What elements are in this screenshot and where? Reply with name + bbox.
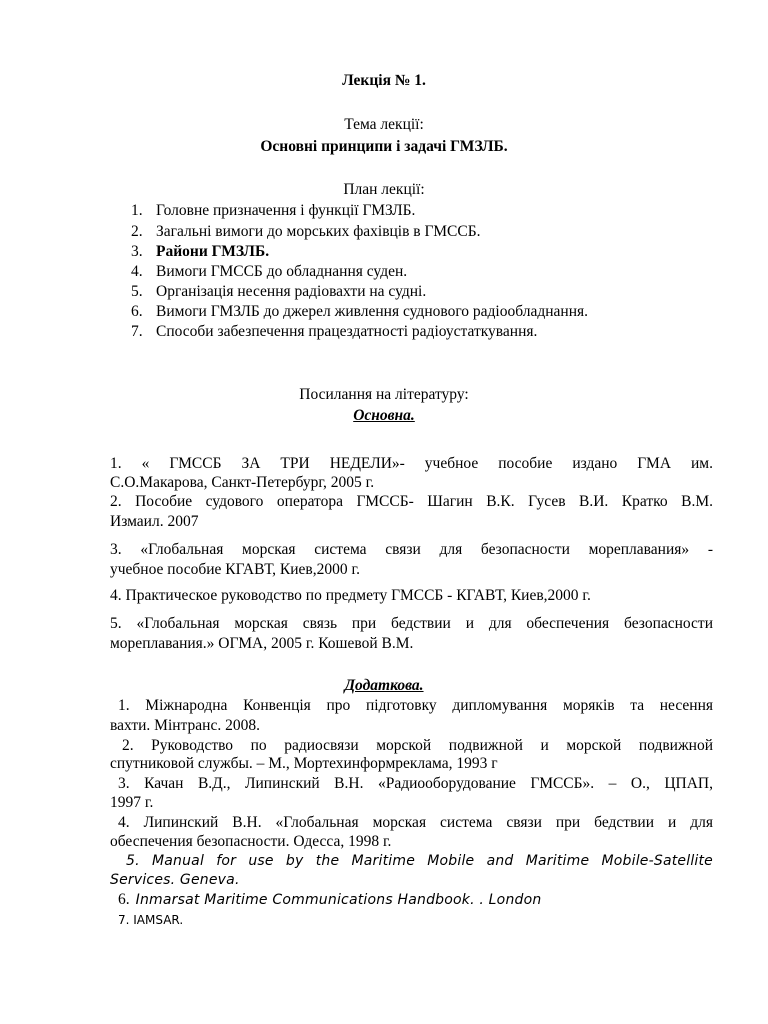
main-ref-line: 2. Пособие судового оператора ГМССБ- Шагин В.К. Гусев В.И. Кратко В.М. xyxy=(110,493,713,510)
main-ref-line: Измаил. 2007 xyxy=(110,513,199,530)
extra-ref-line: 1997 г. xyxy=(110,794,154,811)
plan-item: 7. Способи забезпечення працездатності радіоустаткування. xyxy=(131,323,538,340)
extra-ref-line: 4. Липинский В.Н. «Глобальная морская система связи при бедствии и для xyxy=(118,814,713,831)
extra-ref-line: 6. Inmarsat Maritime Communications Handbook. . London xyxy=(118,891,542,908)
main-ref-line: 4. Практическое руководство по предмету ГМССБ - КГАВТ, Киев,2000 г. xyxy=(110,587,591,604)
main-ref-line: 3. «Глобальная морская система связи для безопасности мореплавания» - xyxy=(110,541,713,558)
plan-label: План лекції: xyxy=(343,181,425,198)
extra-heading: Додаткова. xyxy=(344,677,424,694)
main-heading: Основна. xyxy=(353,407,415,424)
extra-ref-line: обеспечения безопасности. Одесса, 1998 г. xyxy=(110,833,392,850)
main-ref-line: С.О.Макарова, Санкт-Петербург, 2005 г. xyxy=(110,474,375,491)
extra-ref-line: 1. Міжнародна Конвенція про підготовку дипломування моряків та несення xyxy=(118,697,713,714)
plan-item: 1. Головне призначення і функції ГМЗЛБ. xyxy=(131,202,416,219)
main-ref-line: мореплавания.» ОГМА, 2005 г. Кошевой В.М. xyxy=(110,635,414,652)
extra-ref-line: вахти. Мінтранс. 2008. xyxy=(110,717,260,734)
extra-ref-line: 5. Manual for use by the Maritime Mobile and Maritime Mobile-Satellite xyxy=(126,853,713,869)
main-ref-line: 5. «Глобальная морская связь при бедствии и для обеспечения безопасности xyxy=(110,615,713,632)
main-ref-line: учебное пособие КГАВТ, Киев,2000 г. xyxy=(110,561,360,578)
plan-item: 6. Вимоги ГМЗЛБ до джерел живлення суднового радіообладнання. xyxy=(131,303,589,320)
extra-ref-line: Services. Geneva. xyxy=(110,872,240,888)
extra-ref-line: 2. Руководство по радиосвязи морской подвижной и морской подвижной xyxy=(122,737,713,754)
literature-label: Посилання на літературу: xyxy=(299,386,469,403)
plan-item: 5. Організація несення радіовахти на судні. xyxy=(131,283,427,300)
extra-ref-line: 7. IAMSAR. xyxy=(118,913,184,927)
main-ref-line: 1. « ГМССБ ЗА ТРИ НЕДЕЛИ»- учебное пособие издано ГМА им. xyxy=(110,455,713,472)
plan-item: 2. Загальні вимоги до морських фахівців в ГМССБ. xyxy=(131,223,481,240)
plan-item: 4. Вимоги ГМССБ до обладнання суден. xyxy=(131,263,408,280)
topic-title: Основні принципи і задачі ГМЗЛБ. xyxy=(260,138,508,155)
extra-ref-line: 3. Качан В.Д., Липинский В.Н. «Радиооборудование ГМССБ». – О., ЦПАП, xyxy=(118,775,713,792)
extra-ref-line: спутниковой службы. – М., Мортехинформреклама, 1993 г xyxy=(110,755,498,772)
topic-label: Тема лекції: xyxy=(344,116,424,133)
plan-item: 3. Райони ГМЗЛБ. xyxy=(131,243,270,260)
lecture-title: Лекція № 1. xyxy=(342,72,426,89)
